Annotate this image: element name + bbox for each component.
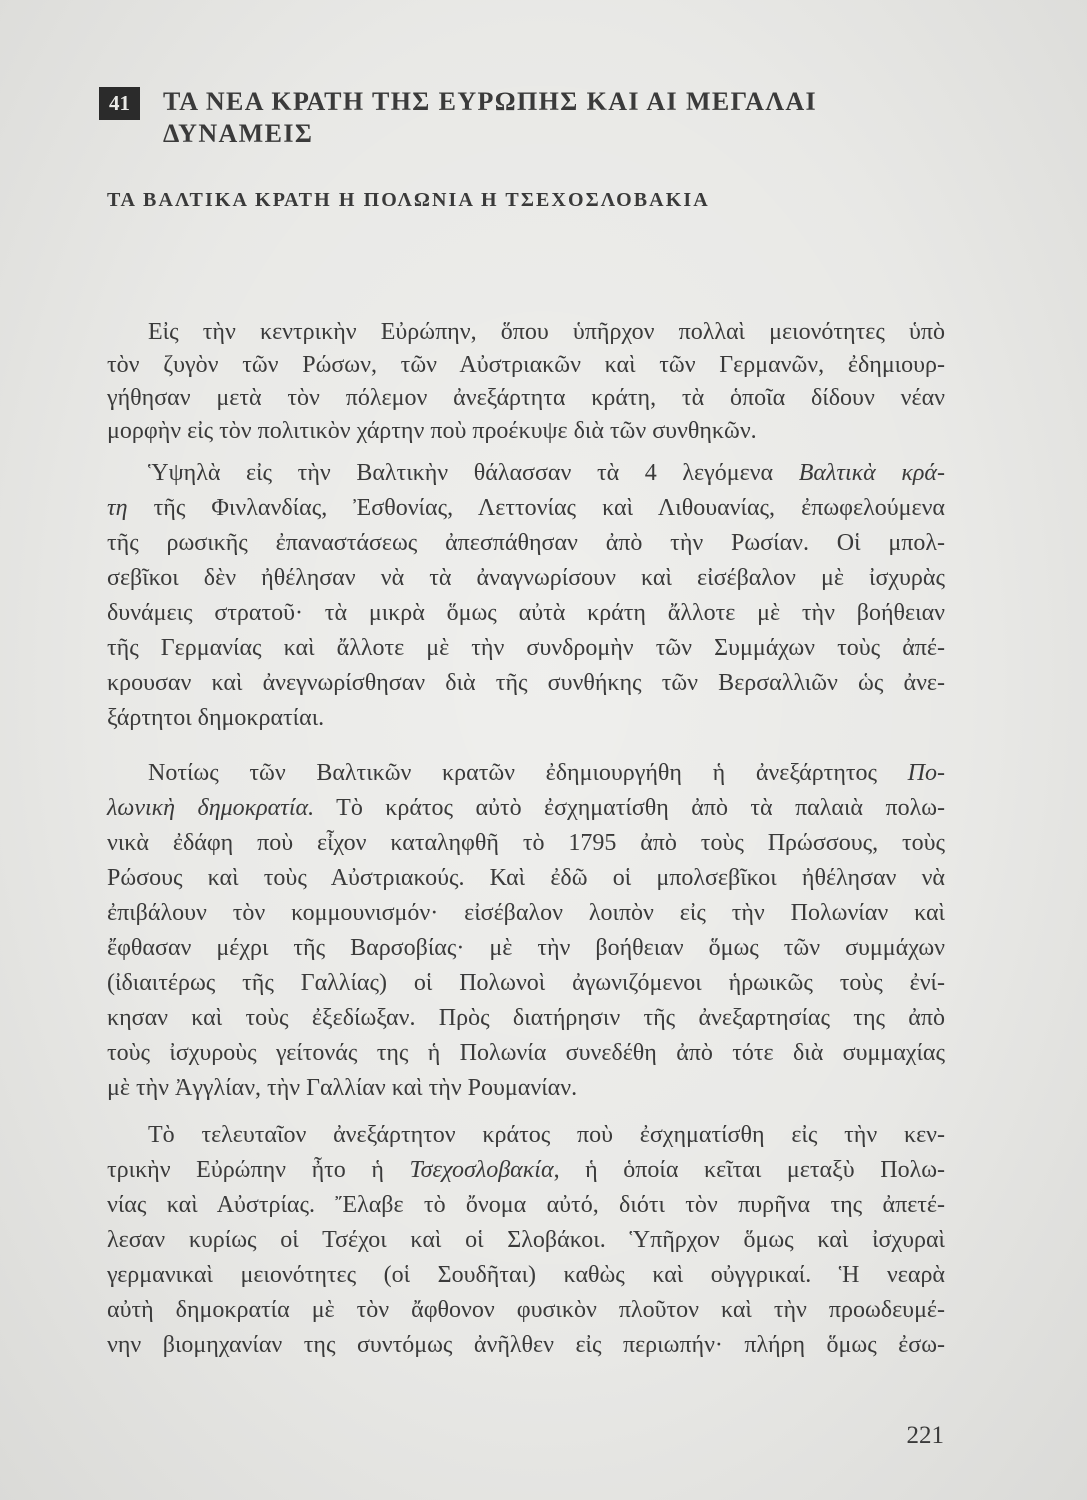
- text-run: γήθησαν μετὰ τὸν πόλεμον ἀνεξάρτητα κράτη, τὰ ὁποῖα δίδουν νέαν: [107, 385, 945, 411]
- text-line: [107, 382, 945, 415]
- text-line: [107, 1258, 945, 1293]
- italic-term: Πο-: [907, 760, 945, 786]
- paragraph: [107, 756, 945, 1106]
- text-line: [107, 931, 945, 966]
- text-line: [107, 666, 945, 701]
- chapter-number-badge: 41: [99, 87, 140, 120]
- chapter-title-line: ΔΥΝΑΜΕΙΣ: [163, 119, 314, 148]
- text-run: μὲ τὴν Ἀγγλίαν, τὴν Γαλλίαν καὶ τὴν Ρουμανίαν.: [107, 1075, 578, 1101]
- paragraph: [107, 316, 945, 448]
- text-run: , ἡ ὁποία κεῖται μεταξὺ Πολω-: [553, 1157, 945, 1183]
- italic-term: τη: [107, 495, 128, 521]
- text-run: Ρώσους καὶ τοὺς Αὐστριακούς. Καὶ ἐδῶ οἱ μπολσεβῖκοι ἠθέλησαν νὰ: [107, 865, 945, 891]
- text-line: [107, 415, 945, 448]
- paragraph: [107, 456, 945, 736]
- text-line: [107, 456, 945, 491]
- text-line: [107, 1036, 945, 1071]
- text-run: τοὺς ἰσχυροὺς γείτονάς της ἡ Πολωνία συνεδέθη ἀπὸ τότε διὰ συμμαχίας: [107, 1040, 945, 1066]
- text-line: [107, 526, 945, 561]
- text-line: [107, 316, 945, 349]
- paragraph: [107, 1118, 945, 1363]
- chapter-title: [163, 86, 963, 150]
- chapter-title-line: ΤΑ ΝΕΑ ΚΡΑΤΗ ΤΗΣ ΕΥΡΩΠΗΣ ΚΑΙ ΑΙ ΜΕΓΑΛΑΙ: [163, 87, 818, 116]
- text-line: [107, 596, 945, 631]
- text-line: [107, 1293, 945, 1328]
- text-line: [107, 349, 945, 382]
- text-line: [107, 1071, 945, 1106]
- text-line: [107, 826, 945, 861]
- text-run: τὸν ζυγὸν τῶν Ρώσων, τῶν Αὐστριακῶν καὶ τῶν Γερμανῶν, ἐδημιουρ-: [107, 352, 945, 378]
- text-run: νην βιομηχανίαν της συντόμως ἀνῆλθεν εἰς περιωπήν· πλήρη ὅμως ἐσω-: [107, 1332, 945, 1358]
- section-title: ΤΑ ΒΑΛΤΙΚΑ ΚΡΑΤΗ Η ΠΟΛΩΝΙΑ Η ΤΣΕΧΟΣΛΟΒΑΚΙΑ: [107, 189, 710, 211]
- text-run: κρουσαν καὶ ἀνεγνωρίσθησαν διὰ τῆς συνθήκης τῶν Βερσαλλιῶν ὡς ἀνε-: [107, 670, 945, 696]
- text-run: τῆς ρωσικῆς ἐπαναστάσεως ἀπεσπάθησαν ἀπὸ τὴν Ρωσίαν. Οἱ μπολ-: [107, 530, 945, 556]
- text-line: [107, 1001, 945, 1036]
- text-run: Ὑψηλὰ εἰς τὴν Βαλτικὴν θάλασσαν τὰ 4 λεγόμενα: [148, 460, 799, 486]
- text-line: [107, 1118, 945, 1153]
- text-run: Τὸ κράτος αὐτὸ ἐσχηματίσθη ἀπὸ τὰ παλαιὰ πολω-: [314, 795, 945, 821]
- text-line: [107, 491, 945, 526]
- text-line: [107, 791, 945, 826]
- text-line: [107, 701, 945, 736]
- text-line: [107, 861, 945, 896]
- text-line: [107, 1328, 945, 1363]
- text-line: [107, 966, 945, 1001]
- italic-term: λωνικὴ δημοκρατία.: [107, 795, 315, 821]
- text-run: (ἰδιαιτέρως τῆς Γαλλίας) οἱ Πολωνοὶ ἀγωνιζόμενοι ἡρωικῶς τοὺς ἐνί-: [107, 970, 945, 996]
- text-run: σεβῖκοι δὲν ἠθέλησαν νὰ τὰ ἀναγνωρίσουν καὶ εἰσέβαλον μὲ ἰσχυρὰς: [107, 565, 945, 591]
- text-run: μορφὴν εἰς τὸν πολιτικὸν χάρτην ποὺ προέκυψε διὰ τῶν συνθηκῶν.: [107, 418, 757, 444]
- page-number: 221: [906, 1422, 944, 1449]
- text-run: λεσαν κυρίως οἱ Τσέχοι καὶ οἱ Σλοβάκοι. Ὑπῆρχον ὅμως καὶ ἰσχυραὶ: [107, 1227, 945, 1253]
- text-run: Τὸ τελευταῖον ἀνεξάρτητον κράτος ποὺ ἐσχηματίσθη εἰς τὴν κεν-: [148, 1122, 945, 1148]
- text-run: τῆς Γερμανίας καὶ ἄλλοτε μὲ τὴν συνδρομὴν τῶν Συμμάχων τοὺς ἀπέ-: [107, 635, 945, 661]
- text-run: ἐπιβάλουν τὸν κομμουνισμόν· εἰσέβαλον λοιπὸν εἰς τὴν Πολωνίαν καὶ: [107, 900, 945, 926]
- text-run: Νοτίως τῶν Βαλτικῶν κρατῶν ἐδημιουργήθη ἡ ἀνεξάρτητος: [148, 760, 908, 786]
- text-run: ἔφθασαν μέχρι τῆς Βαρσοβίας· μὲ τὴν βοήθειαν ὅμως τῶν συμμάχων: [107, 935, 945, 961]
- text-line: [107, 561, 945, 596]
- text-line: [107, 1188, 945, 1223]
- text-run: δυνάμεις στρατοῦ· τὰ μικρὰ ὅμως αὐτὰ κράτη ἄλλοτε μὲ τὴν βοήθειαν: [107, 600, 945, 626]
- italic-term: Βαλτικὰ κρά-: [798, 460, 946, 486]
- text-run: Εἰς τὴν κεντρικὴν Εὐρώπην, ὅπου ὑπῆρχον πολλαὶ μειονότητες ὑπὸ: [148, 319, 945, 345]
- text-line: [107, 896, 945, 931]
- text-line: [107, 756, 945, 791]
- text-run: γερμανικαὶ μειονότητες (οἱ Σουδῆται) καθὼς καὶ οὐγγρικαί. Ἡ νεαρὰ: [107, 1262, 945, 1288]
- text-line: [107, 1223, 945, 1258]
- text-run: κησαν καὶ τοὺς ἐξεδίωξαν. Πρὸς διατήρησιν τῆς ἀνεξαρτησίας της ἀπὸ: [107, 1005, 945, 1031]
- text-line: [107, 1153, 945, 1188]
- text-run: νίας καὶ Αὐστρίας. Ἔλαβε τὸ ὄνομα αὐτό, διότι τὸν πυρῆνα της ἀπετέ-: [107, 1192, 945, 1218]
- italic-term: Τσεχοσλοβακία: [409, 1157, 554, 1183]
- text-run: ξάρτητοι δημοκρατίαι.: [107, 705, 325, 731]
- text-line: [107, 631, 945, 666]
- text-run: τρικὴν Εὐρώπην ἦτο ἡ: [107, 1157, 410, 1183]
- text-run: νικὰ ἐδάφη ποὺ εἶχον καταληφθῆ τὸ 1795 ἀπὸ τοὺς Πρώσσους, τοὺς: [107, 830, 945, 856]
- text-run: αὐτὴ δημοκρατία μὲ τὸν ἄφθονον φυσικὸν πλοῦτον καὶ τὴν προωδευμέ-: [107, 1297, 945, 1323]
- text-run: τῆς Φινλανδίας, Ἐσθονίας, Λεττονίας καὶ Λιθουανίας, ἐπωφελούμενα: [127, 495, 945, 521]
